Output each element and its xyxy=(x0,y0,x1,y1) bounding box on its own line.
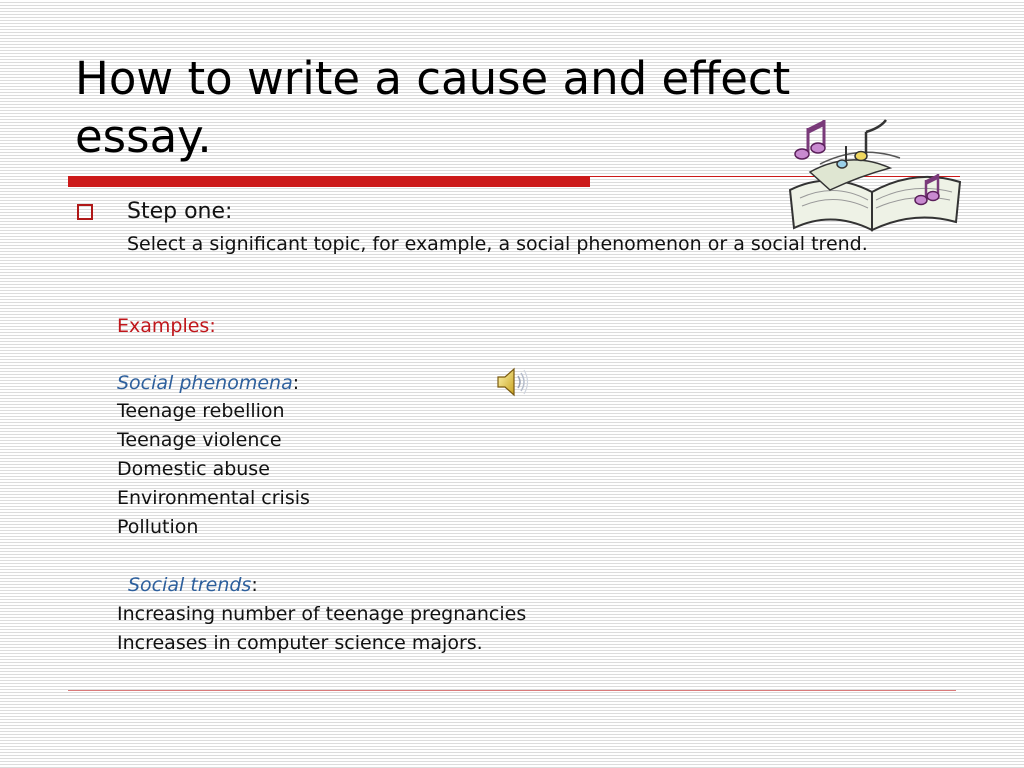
social-phenomena-heading xyxy=(117,369,299,397)
social-trends-list xyxy=(117,600,526,658)
examples-label: Examples: xyxy=(117,315,216,337)
step-label: Step one: xyxy=(127,199,233,224)
slide-title: How to write a cause and effect essay. xyxy=(75,52,791,163)
music-book-icon xyxy=(780,110,966,240)
social-phenomena-colon: : xyxy=(292,372,300,394)
social-phenomena-list xyxy=(117,397,310,542)
list-item: Teenage rebellion xyxy=(117,400,285,422)
list-item: Increasing number of teenage pregnancies xyxy=(117,603,527,625)
step-description: Select a significant topic, for example, a social phenomenon or a social trend. xyxy=(127,233,868,255)
footer-divider xyxy=(68,690,956,691)
speaker-icon[interactable] xyxy=(494,364,530,400)
title-underline-thick xyxy=(68,176,590,187)
social-trends-label: Social trends xyxy=(128,574,252,596)
list-item: Domestic abuse xyxy=(117,458,270,480)
square-bullet-icon xyxy=(77,204,93,220)
social-trends-colon: : xyxy=(251,574,258,596)
social-trends-heading xyxy=(128,571,258,599)
list-item: Teenage violence xyxy=(117,429,282,451)
list-item: Pollution xyxy=(117,516,199,538)
list-item: Environmental crisis xyxy=(117,487,310,509)
social-phenomena-label: Social phenomena xyxy=(117,372,293,394)
list-item: Increases in computer science majors. xyxy=(117,632,483,654)
